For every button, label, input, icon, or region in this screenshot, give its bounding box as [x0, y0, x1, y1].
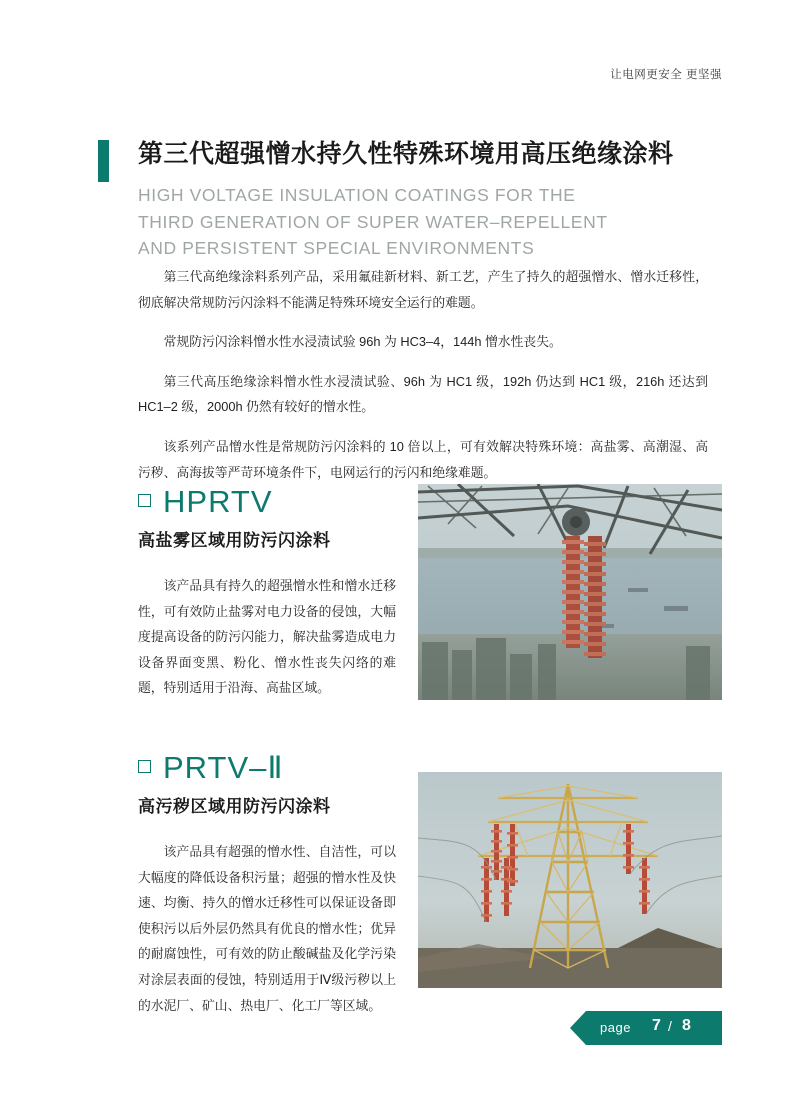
title-accent-bar [98, 140, 109, 182]
intro-paragraph-2: 常规防污闪涂料憎水性水浸渍试验 96h 为 HC3–4，144h 憎水性丧失。 [163, 334, 562, 350]
page-subtitle-line-2: THIRD GENERATION OF SUPER WATER–REPELLENT [138, 211, 608, 232]
page-title-block [98, 136, 738, 262]
page-tag-label: page [600, 1020, 631, 1035]
page-subtitle [138, 182, 738, 262]
section-hprtv-title-en: HPRTV [163, 484, 273, 519]
page-title: 第三代超强憎水持久性特殊环境用高压绝缘涂料 [138, 140, 674, 168]
photo-prtv-image [418, 772, 722, 988]
header-slogan: 让电网更安全 更坚强 [610, 69, 722, 81]
section-hprtv-heading [138, 484, 396, 551]
page-tag-shape [570, 1011, 722, 1045]
page-subtitle-line-3: AND PERSISTENT SPECIAL ENVIRONMENTS [138, 238, 535, 259]
intro-paragraph-3: 第三代高压绝缘涂料憎水性水浸渍试验、96h 为 HC1 级，192h 仍达到 HC1 级，216h 还达到 HC1–2 级，2000h 仍然有较好的憎水性。 [138, 373, 708, 415]
section-prtv-title-en: PRTV–Ⅱ [163, 750, 284, 785]
section-hprtv [138, 484, 396, 701]
photo-hprtv [418, 484, 722, 700]
page-tag-separator: / [668, 1018, 672, 1034]
section-prtv-body: 该产品具有超强的憎水性、自洁性，可以大幅度的降低设备积污量；超强的憎水性及快速、均衡、持久的憎水迁移性可以保证设备即使积污以后外层仍然具有优良的憎水性；优异的耐腐蚀性，可有效的防止酸碱盐及化学污染对涂层表面的侵蚀，特别适用于Ⅳ级污秽以上的水泥厂、矿山、热电厂、化工厂等区域。 [138, 844, 396, 1013]
section-hprtv-title-cn: 高盐雾区域用防污闪涂料 [138, 531, 331, 550]
section-prtv-heading [138, 750, 396, 817]
photo-prtv [418, 772, 722, 988]
intro-paragraph-1: 第三代高绝缘涂料系列产品，采用氟硅新材料、新工艺，产生了持久的超强憎水、憎水迁移性，彻底解决常规防污闪涂料不能满足特殊环境安全运行的难题。 [138, 269, 708, 310]
page-tag-number: 7 [652, 1017, 661, 1034]
section-prtv-title-cn: 高污秽区域用防污闪涂料 [138, 797, 331, 816]
intro-paragraph-4: 该系列产品憎水性是常规防污闪涂料的 10 倍以上，可有效解决特殊环境：高盐雾、高潮湿、高污秽、高海拔等严苛环境条件下，电网运行的污闪和绝缘难题。 [138, 438, 708, 480]
square-bullet-icon [138, 760, 151, 773]
photo-hprtv-image [418, 484, 722, 700]
page-subtitle-line-1: HIGH VOLTAGE INSULATION COATINGS FOR THE [138, 185, 576, 206]
section-prtv [138, 750, 396, 1018]
page-tag-total: 8 [682, 1017, 691, 1034]
square-bullet-icon [138, 494, 151, 507]
section-hprtv-body: 该产品具有持久的超强憎水性和憎水迁移性，可有效防止盐雾对电力设备的侵蚀，大幅度提高设备的防污闪能力，解决盐雾造成电力设备界面变黑、粉化、憎水性丧失闪络的难题，特别适用于沿海、高盐区域。 [138, 578, 396, 696]
page-number-tag [570, 1011, 722, 1045]
intro-text-block [138, 264, 708, 499]
